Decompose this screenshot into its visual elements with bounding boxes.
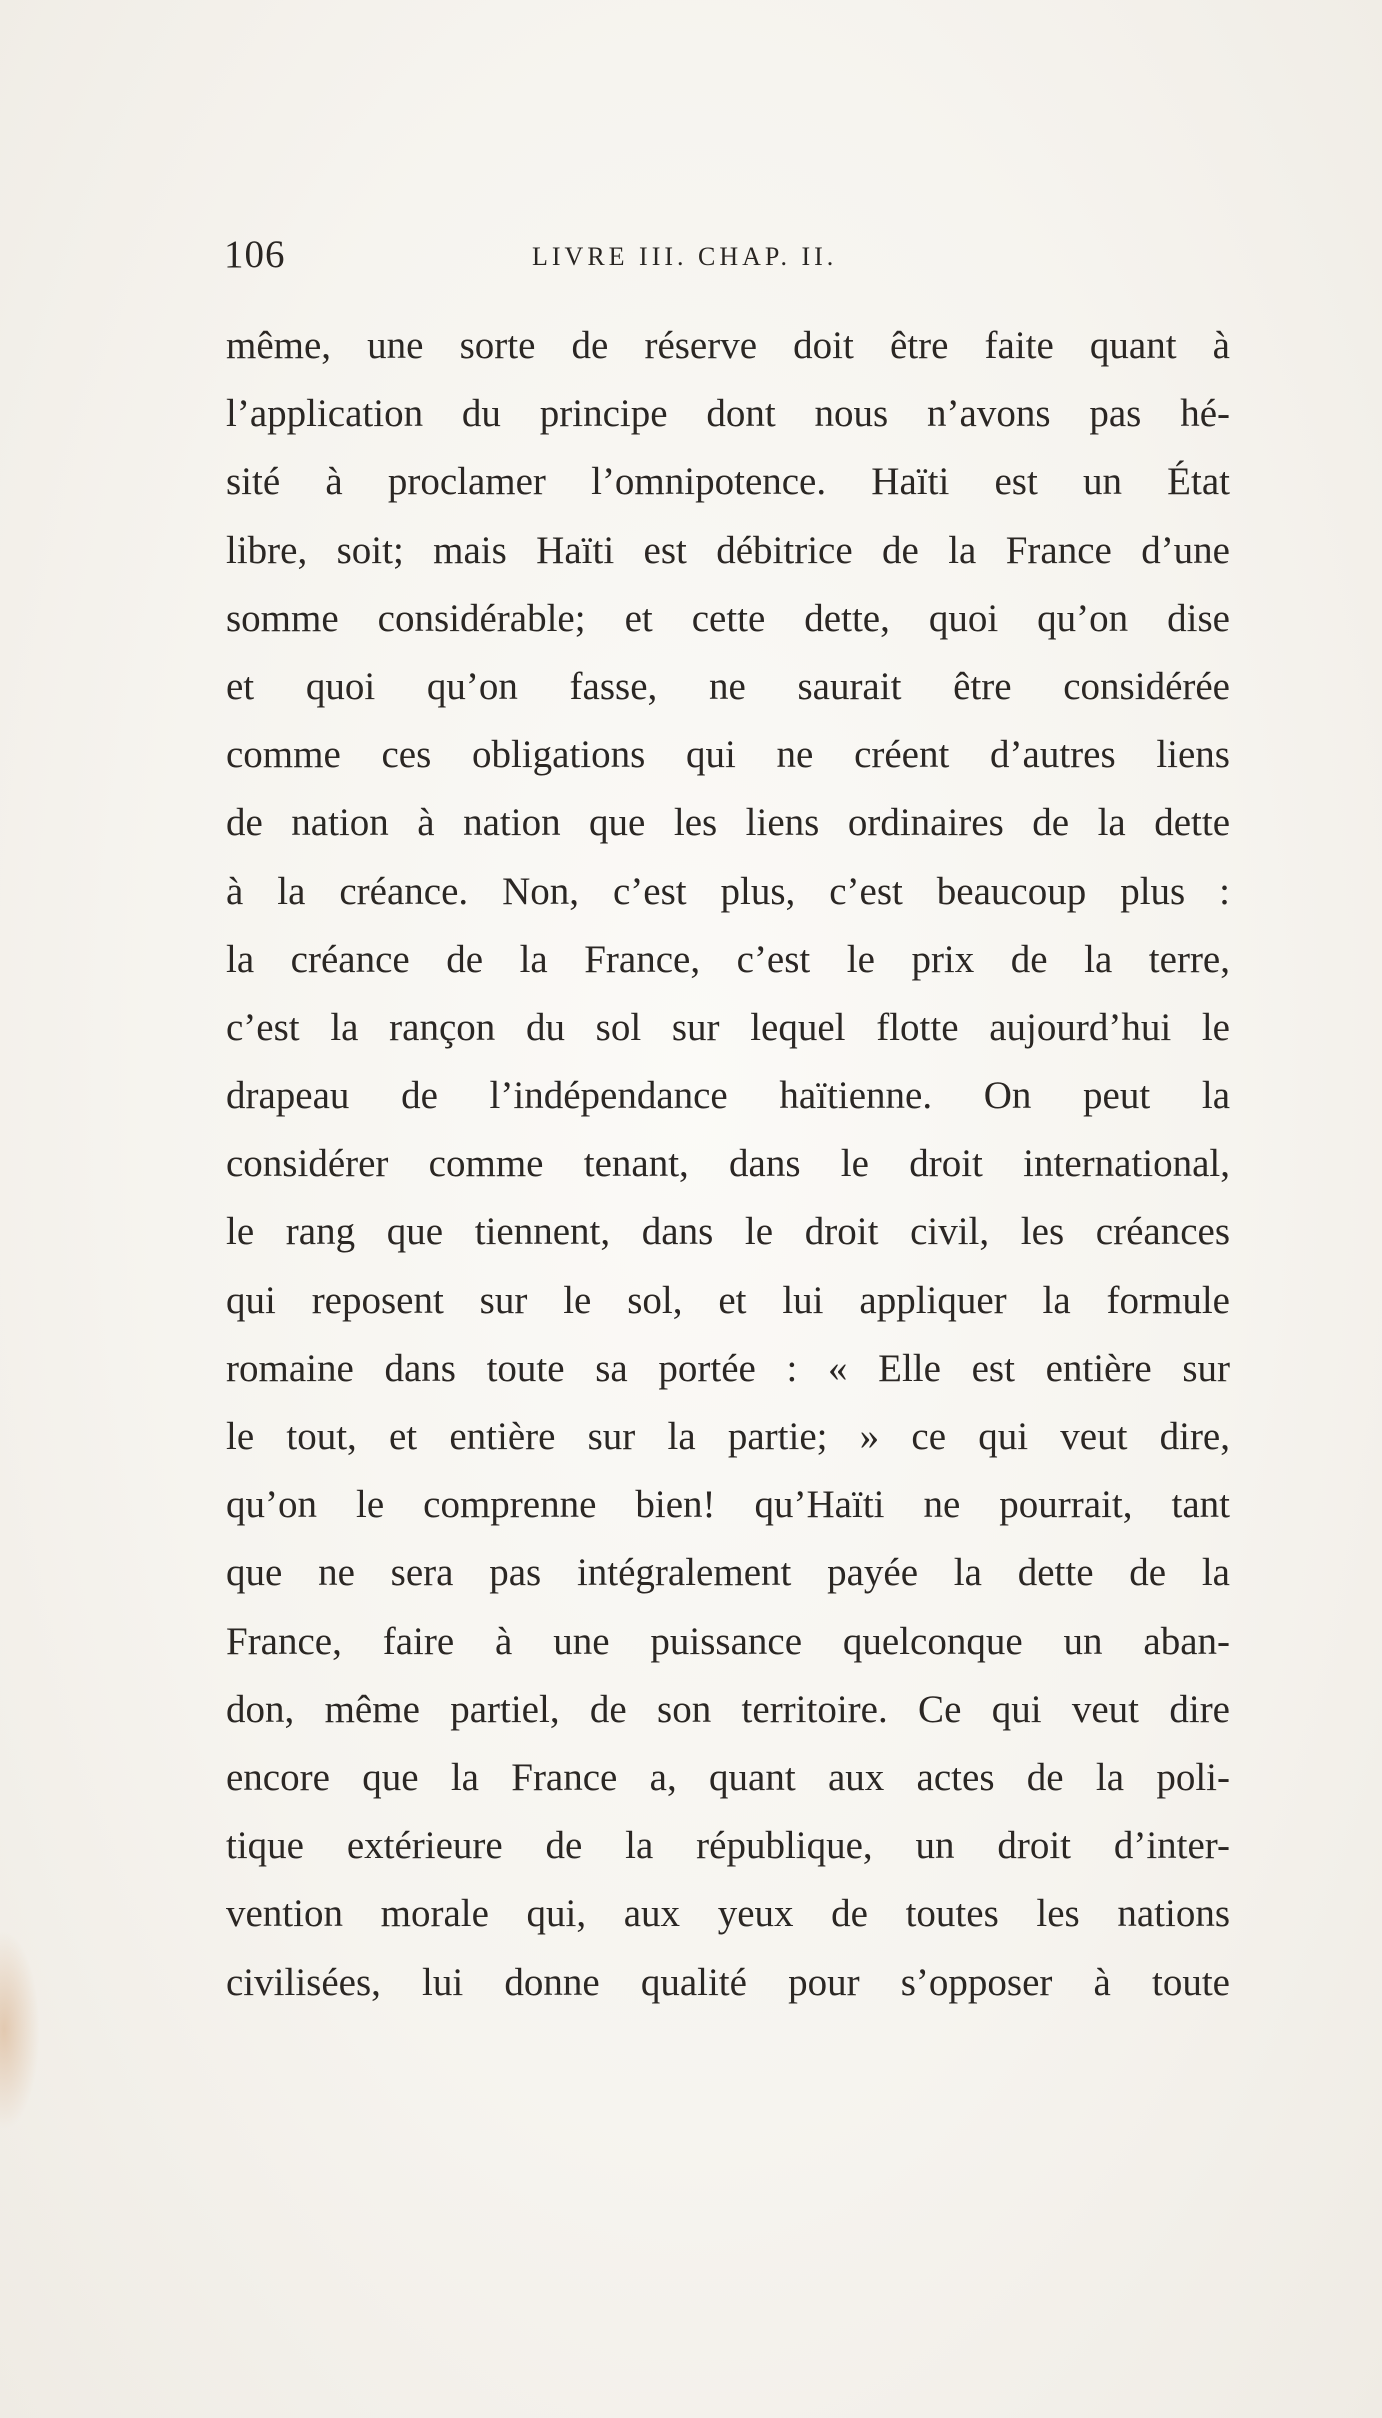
text-line: vention morale qui, aux yeux de toutes les nations: [226, 1892, 1230, 1936]
text-line: c’est la rançon du sol sur lequel flotte aujourd’hui le: [226, 1005, 1230, 1049]
text-line: comme ces obligations qui ne créent d’autres liens: [226, 733, 1230, 777]
text-line: somme considérable; et cette dette, quoi qu’on dise: [226, 596, 1230, 640]
body-text: [226, 312, 1230, 2017]
text-line: encore que la France a, quant aux actes de la poli-: [226, 1755, 1230, 1799]
page-number: 106: [224, 233, 286, 276]
text-line: qui reposent sur le sol, et lui appliquer la formule: [226, 1278, 1230, 1322]
text-line: France, faire à une puissance quelconque un aban-: [226, 1619, 1230, 1663]
text-line: que ne sera pas intégralement payée la dette de la: [226, 1551, 1230, 1595]
text-line: civilisées, lui donne qualité pour s’opposer à toute: [226, 1960, 1230, 2004]
text-line: même, une sorte de réserve doit être faite quant à: [226, 324, 1230, 367]
text-line: sité à proclamer l’omnipotence. Haïti est un État: [226, 460, 1230, 504]
page-header: [224, 232, 1224, 292]
running-head: LIVRE III. CHAP. II.: [532, 242, 838, 271]
text-line: la créance de la France, c’est le prix de la terre,: [226, 937, 1230, 981]
text-line: et quoi qu’on fasse, ne saurait être considérée: [226, 664, 1230, 708]
text-line: drapeau de l’indépendance haïtienne. On peut la: [226, 1074, 1230, 1118]
text-line: considérer comme tenant, dans le droit international,: [226, 1142, 1230, 1186]
text-line: l’application du principe dont nous n’avons pas hé-: [226, 392, 1230, 436]
text-line: de nation à nation que les liens ordinaires de la dette: [226, 801, 1230, 845]
text-line: le tout, et entière sur la partie; » ce qui veut dire,: [226, 1415, 1230, 1458]
text-line: don, même partiel, de son territoire. Ce qui veut dire: [226, 1687, 1230, 1731]
text-line: le rang que tiennent, dans le droit civil, les créances: [226, 1210, 1230, 1254]
text-line: tique extérieure de la république, un droit d’inter-: [226, 1824, 1230, 1868]
text-line: à la créance. Non, c’est plus, c’est beaucoup plus :: [226, 869, 1230, 913]
text-line: libre, soit; mais Haïti est débitrice de la France d’une: [226, 528, 1230, 572]
paper-stain: [0, 1930, 40, 2130]
text-line: qu’on le comprenne bien! qu’Haïti ne pourrait, tant: [226, 1483, 1230, 1527]
text-line: romaine dans toute sa portée : « Elle est entière sur: [226, 1346, 1230, 1390]
